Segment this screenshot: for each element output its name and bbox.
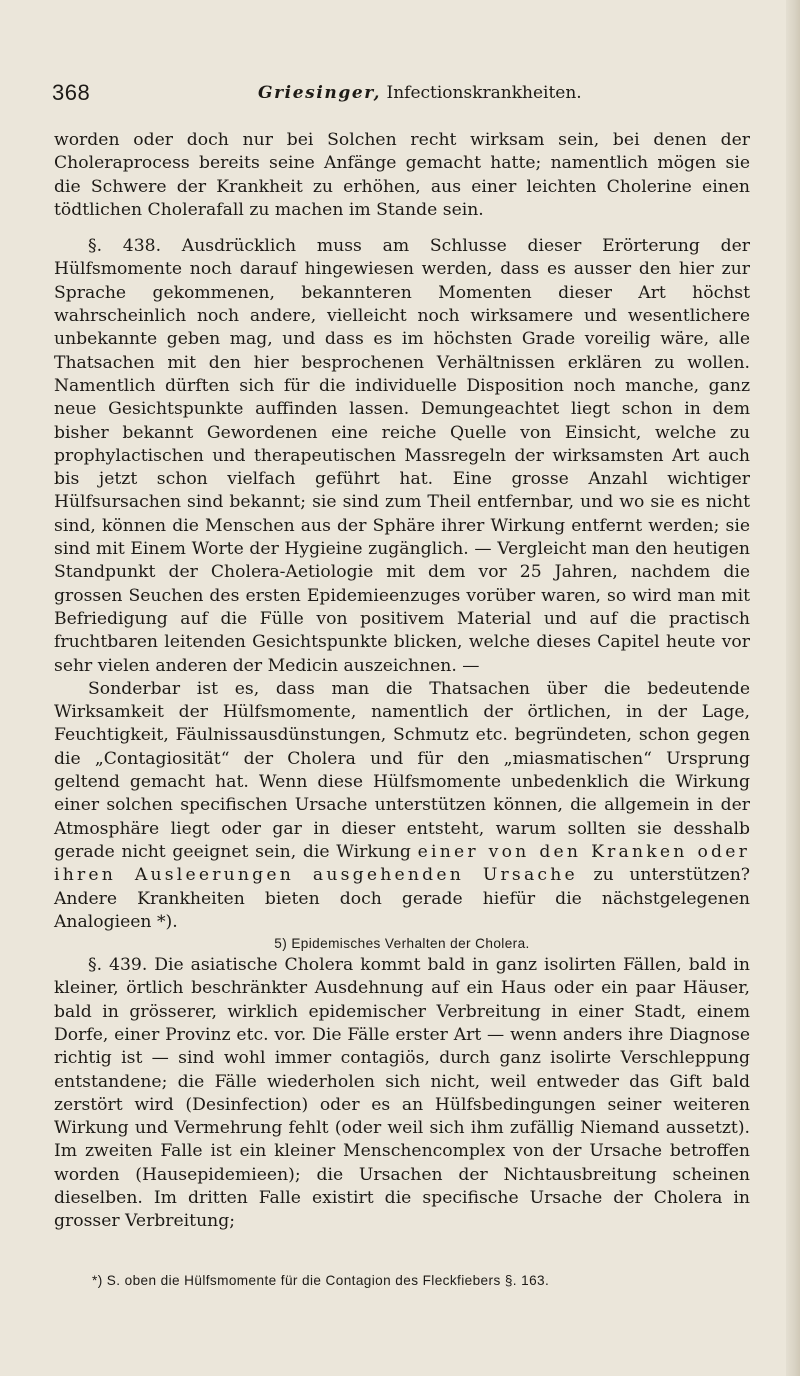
running-head [258,83,582,103]
running-head-title: Infectionskrankheiten. [386,83,582,103]
footnote: *) S. oben die Hülfsmomente für die Contagion des Fleckfiebers §. 163. [92,1273,550,1288]
page-edge-shadow [786,0,800,1376]
paragraph-439: §. 439. Die asiatische Cholera kommt bald in ganz isolirten Fällen, bald in kleiner, örtlich beschränkter Ausdehnung auf ein Haus oder ein paar Häuser, bald in grösserer, wirklich epidemischer Verbreitung in einer Stadt, einem Dorfe, einer Provinz etc. vor. Die Fälle erster Art — wenn anders ihre Diagnose richtig ist — sind wohl immer contagiös, durch ganz isolirte Verschleppung entstandene; die Fälle wiederholen sich nicht, weil entweder das Gift bald zerstört wird (Desinfection) oder es an Hülfsbedingungen seiner weiteren Wirkung und Vermehrung fehlt (oder weil sich ihm zufällig Niemand aussetzt). Im zweiten Falle ist ein kleiner Menschencomplex von der Ursache betroffen worden (Hausepidemieen); die Ursachen der Nichtausbreitung scheinen dieselben. Im dritten Falle existirt die specifische Ursache der Cholera in grosser Verbreitung; [54,955,750,1232]
page-body [54,129,750,1234]
spaced-emphasis: einer von den Kranken oder ihren Ausleerungen ausgehenden Ursache [54,841,750,886]
paragraph-intro: worden oder doch nur bei Solchen recht wirksam sein, bei denen der Choleraprocess bereits seine Anfänge gemacht hatte; namentlich mögen sie die Schwere der Krankheit zu erhöhen, aus einer leichten Cholerine einen tödtlichen Cholerafall zu machen im Stande sein. [54,130,750,220]
page-header [52,80,752,108]
page-number: 368 [52,80,91,105]
paragraph-sonderbar-part-a: Sonderbar ist es, dass man die Thatsachen über die bedeutende Wirksamkeit der Hülfsmomente, namentlich der örtlichen, in der Lage, Feuchtigkeit, Fäulnissausdünstungen, Schmutz etc. begründeten, schon gegen die „Contagiosität“ der Cholera und für den „miasmatischen“ Ursprung geltend gemacht hat. Wenn diese Hülfsmomente unbedenklich die Wirkung einer solchen specifischen Ursache unterstützen können, die allgemein in der Atmosphäre liegt oder gar in dieser entsteht, warum sollten sie desshalb gerade nicht geeignet sein, die Wirkung [54,678,750,862]
paragraph-sonderbar [54,678,750,934]
paragraph-438: §. 438. Ausdrücklich muss am Schlusse dieser Erörterung der Hülfsmomente noch darauf hingewiesen werden, dass es ausser den hier zur Sprache gekommenen, bekannteren Momenten dieser Art höchst wahrscheinlich noch andere, vielleicht noch wirksamere und wesentlichere unbekannte geben mag, und dass es im höchsten Grade voreilig wäre, alle Thatsachen mit den hier besprochenen Verhältnissen erklären zu wollen. Namentlich dürften sich für die individuelle Disposition noch manche, ganz neue Gesichtspunkte auffinden lassen. Demungeachtet liegt schon in dem bisher bekannt Gewordenen eine reiche Quelle von Einsicht, welche zu prophylactischen und therapeutischen Massregeln der wirksamsten Art auch bis jetzt schon vielfach geführt hat. Eine grosse Anzahl wichtiger Hülfsursachen sind bekannt; sie sind zum Theil entfernbar, und wo sie es nicht sind, können die Menschen aus der Sphäre ihrer Wirkung entfernt werden; sie sind mit Einem Worte der Hygieine zugänglich. — Vergleicht man den heutigen Standpunkt der Cholera-Aetiologie mit dem vor 25 Jahren, nachdem die grossen Seuchen des ersten Epidemieenzuges vorüber waren, so wird man mit Befriedigung auf die Fülle von positivem Material und auf die practisch fruchtbaren leitenden Gesichtspunkte blicken, welche dieses Capitel heute vor sehr vielen anderen der Medicin auszeichnen. — [54,236,750,676]
paragraph-sonderbar-part-b: zu unterstützen? Andere Krankheiten bieten doch gerade hiefür die nächstgelegenen Analogieen *). [54,865,750,932]
running-head-author: Griesinger, [258,83,382,103]
section-heading: 5) Epidemisches Verhalten der Cholera. [274,936,530,952]
